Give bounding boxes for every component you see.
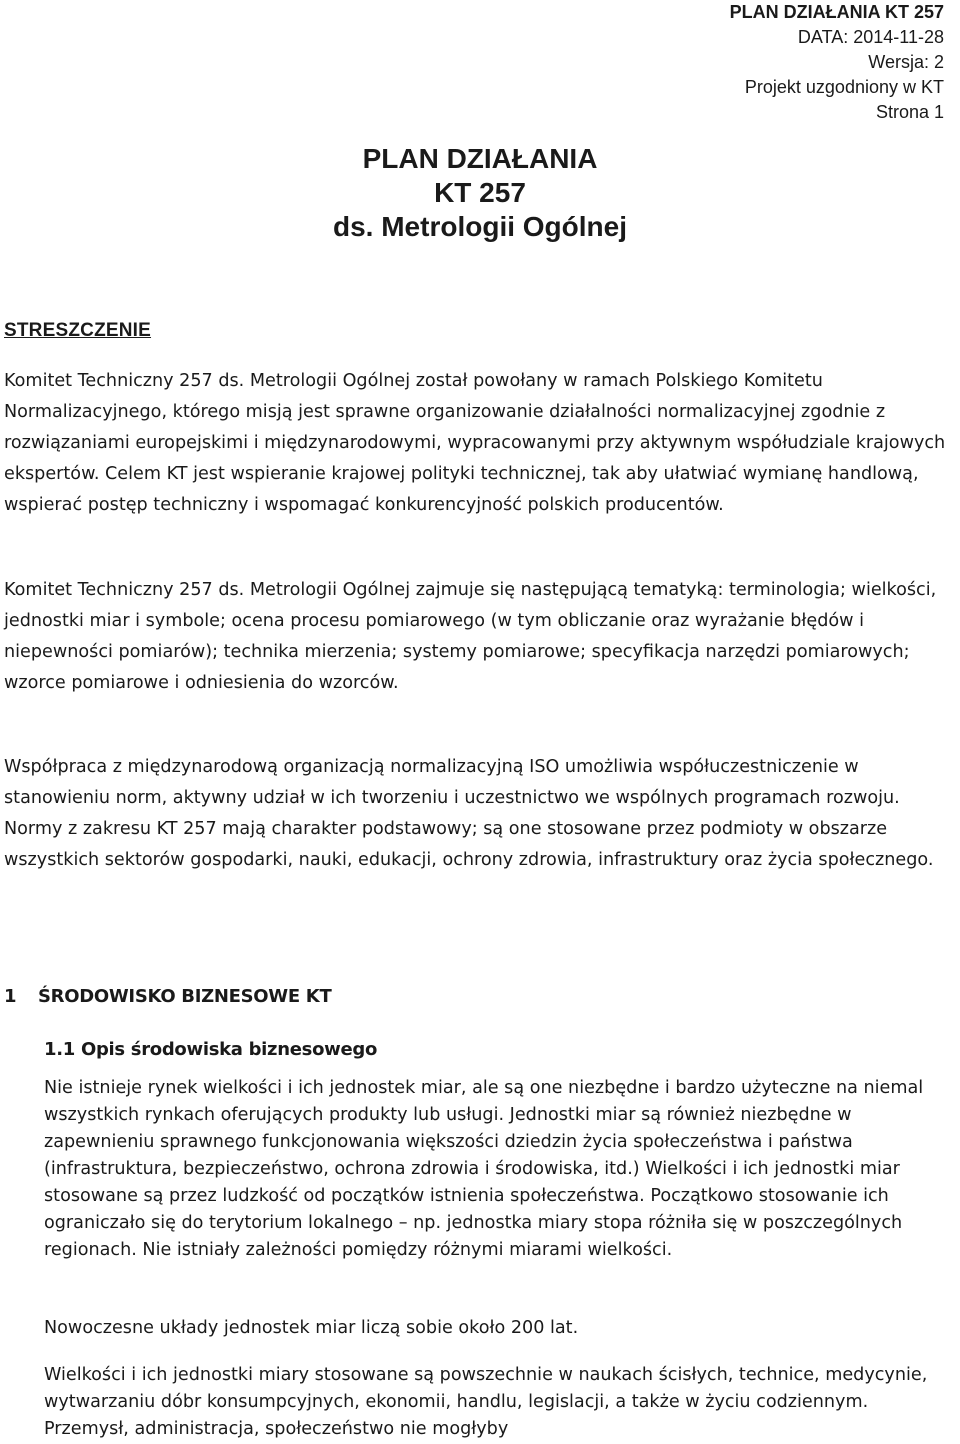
header-page-number: Strona 1 bbox=[875, 102, 944, 122]
header-version: Wersja: 2 bbox=[868, 52, 944, 72]
summary-paragraph-3: Współpraca z międzynarodową organizacją normalizacyjną ISO umożliwia współuczestniczenie w stanowieniu norm, aktywny udział w ich tworzeniu i uczestnictwo we wspólnych programach rozwoju. Normy z zakresu KT 257 mają charakter podstawowy; są one stosowane przez podmioty w obszarze wszystkich sektorów gospodarki, nauki, edukacji, ochrony zdrowia, infrastruktury oraz życia społecznego. bbox=[4, 757, 934, 870]
header-date: DATA: 2014-11-28 bbox=[797, 27, 944, 47]
subsection-heading: 1.1 Opis środowiska biznesowego bbox=[44, 1039, 378, 1060]
document-title-line-2: KT 257 bbox=[434, 177, 526, 208]
page-header bbox=[730, 0, 944, 125]
section-title: ŚRODOWISKO BIZNESOWE KT bbox=[38, 986, 332, 1007]
summary-paragraph-2: Komitet Techniczny 257 ds. Metrologii Ogólnej zajmuje się następującą tematyką: terminologia; wielkości, jednostki miar i symbole; ocena procesu pomiarowego (w tym obliczanie oraz wyrażanie błędów i niepewności pomiarów); technika mierzenia; systemy pomiarowe; specyfikacja narzędzi pomiarowych; wzorce pomiarowe i odniesienia do wzorców. bbox=[4, 580, 937, 693]
document-title bbox=[0, 142, 960, 244]
summary-heading: STRESZCZENIE bbox=[4, 320, 152, 341]
section-heading bbox=[4, 986, 331, 1007]
document-title-line-1: PLAN DZIAŁANIA bbox=[362, 143, 598, 174]
subsection-paragraph-3: Wielkości i ich jednostki miary stosowane są powszechnie w naukach ścisłych, technice, medycynie, wytwarzaniu dóbr konsumpcyjnych, ekonomii, handlu, legislacji, a także w życiu codziennym. Przemysł, administracja, społeczeństwo nie mogłyby bbox=[44, 1365, 928, 1439]
header-status: Projekt uzgodniony w KT bbox=[744, 77, 944, 97]
subsection-paragraph-1: Nie istnieje rynek wielkości i ich jednostek miar, ale są one niezbędne i bardzo użyteczne na niemal wszystkich rynkach oferujących produkty lub usługi. Jednostki miar są również niezbędne w zapewnieniu sprawnego funkcjonowania większości dziedzin życia społeczeństwa i państwa (infrastruktura, bezpieczeństwo, ochrona zdrowia i środowiska, itd.) Wielkości i ich jednostki miar stosowane są przez ludzkość od początków istnienia społeczeństwa. Początkowo stosowanie ich ograniczało się do terytorium lokalnego – np. jednostka miary stopa różniła się w poszczególnych regionach. Nie istniały zależności pomiędzy różnymi miarami wielkości. bbox=[44, 1078, 924, 1260]
header-title: PLAN DZIAŁANIA KT 257 bbox=[729, 2, 944, 22]
summary-paragraph-1: Komitet Techniczny 257 ds. Metrologii Ogólnej został powołany w ramach Polskiego Komitetu Normalizacyjnego, którego misją jest sprawne organizowanie działalności normalizacyjnej zgodnie z rozwiązaniami europejskimi i międzynarodowymi, wypracowanymi przy aktywnym współudziale krajowych ekspertów. Celem KT jest wspieranie krajowej polityki technicznej, tak aby ułatwiać wymianę handlową, wspierać postęp techniczny i wspomagać konkurencyjność polskich producentów. bbox=[4, 371, 946, 515]
subsection-paragraph-2: Nowoczesne układy jednostek miar liczą sobie około 200 lat. bbox=[44, 1318, 579, 1338]
document-title-line-3: ds. Metrologii Ogólnej bbox=[333, 211, 627, 242]
section-number: 1 bbox=[4, 986, 17, 1007]
